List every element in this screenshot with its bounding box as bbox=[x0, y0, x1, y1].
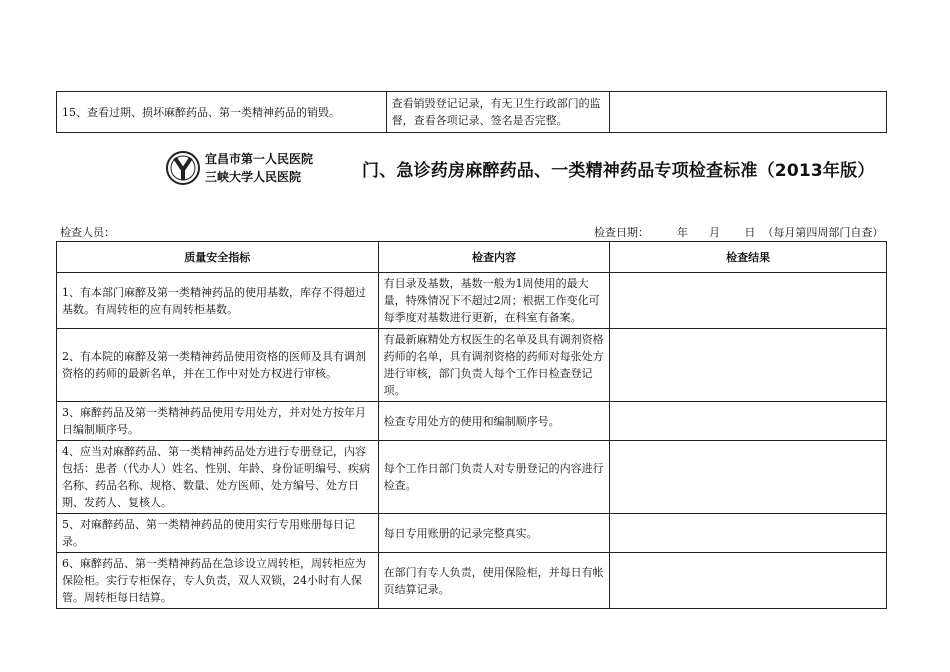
table-row bbox=[57, 92, 887, 133]
column-header: 检查结果 bbox=[610, 242, 887, 273]
inspector-label: 检查人员： bbox=[60, 226, 115, 239]
table-row bbox=[57, 553, 887, 609]
content-cell: 有最新麻精处方权医生的名单及具有调剂资格药师的名单，具有调剂资格的药师对每张处方进行审核，部门负责人每个工作日检查登记项。 bbox=[378, 329, 610, 402]
indicator-cell: 4、应当对麻醉药品、第一类精神药品处方进行专册登记，内容包括：患者（代办人）姓名、性别、年龄、身份证明编号、疾病名称、药品名称、规格、数量、处方医师、处方编号、处方日期、发药人、复核人。 bbox=[57, 441, 379, 514]
result-cell[interactable] bbox=[610, 402, 887, 441]
content-cell: 在部门有专人负责，使用保险柜，并每日有帐页结算记录。 bbox=[378, 553, 610, 609]
table-row bbox=[57, 441, 887, 514]
content-cell: 检查专用处方的使用和编制顺序号。 bbox=[378, 402, 610, 441]
hospital-name-2: 三峡大学人民医院 bbox=[205, 170, 302, 184]
table-row bbox=[57, 273, 887, 329]
indicator-cell: 15、查看过期、损坏麻醉药品、第一类精神药品的销毁。 bbox=[57, 92, 387, 133]
indicator-cell: 1、有本部门麻醉及第一类精神药品的使用基数，库存不得超过基数。有周转柜的应有周转柜基数。 bbox=[57, 273, 379, 329]
content-cell: 每日专用账册的记录完整真实。 bbox=[378, 514, 610, 553]
result-cell[interactable] bbox=[610, 329, 887, 402]
table-row bbox=[57, 514, 887, 553]
indicator-cell: 5、对麻醉药品、第一类精神药品的使用实行专用账册每日记录。 bbox=[57, 514, 379, 553]
hospital-logo bbox=[165, 148, 357, 188]
table-row bbox=[57, 329, 887, 402]
indicator-cell: 6、麻醉药品、第一类精神药品在急诊设立周转柜，周转柜应为保险柜。实行专柜保存，专人负责，双人双锁，24小时有人保管。周转柜每日结算。 bbox=[57, 553, 379, 609]
hospital-emblem-icon bbox=[165, 148, 201, 188]
column-header: 质量安全指标 bbox=[57, 242, 379, 273]
content-cell: 有目录及基数，基数一般为1周使用的最大量，特殊情况下不超过2周；根据工作变化可每季度对基数进行更新，在科室有备案。 bbox=[378, 273, 610, 329]
result-cell[interactable] bbox=[610, 441, 887, 514]
result-cell[interactable] bbox=[610, 273, 887, 329]
page-title: 门、急诊药房麻醉药品、一类精神药品专项检查标准（2013年版） bbox=[362, 161, 875, 181]
column-header: 检查内容 bbox=[378, 242, 610, 273]
table-row bbox=[57, 402, 887, 441]
indicator-cell: 2、有本院的麻醉及第一类精神药品使用资格的医师及具有调剂资格的药师的最新名单，并在工作中对处方权进行审核。 bbox=[57, 329, 379, 402]
continued-table bbox=[56, 91, 887, 133]
hospital-name-1: 宜昌市第一人民医院 bbox=[205, 152, 314, 166]
result-cell[interactable] bbox=[610, 514, 887, 553]
inspection-table bbox=[56, 241, 887, 609]
content-cell: 每个工作日部门负责人对专册登记的内容进行检查。 bbox=[378, 441, 610, 514]
table-header-row bbox=[57, 242, 887, 273]
result-cell[interactable] bbox=[610, 553, 887, 609]
content-cell: 查看销毁登记记录，有无卫生行政部门的监督，查看各项记录、签名是否完整。 bbox=[386, 92, 610, 133]
indicator-cell: 3、麻醉药品及第一类精神药品使用专用处方，并对处方按年月日编制顺序号。 bbox=[57, 402, 379, 441]
inspection-date-label: 检查日期： 年 月 日 （每月第四周部门自查） bbox=[594, 226, 884, 239]
result-cell[interactable] bbox=[610, 92, 887, 133]
